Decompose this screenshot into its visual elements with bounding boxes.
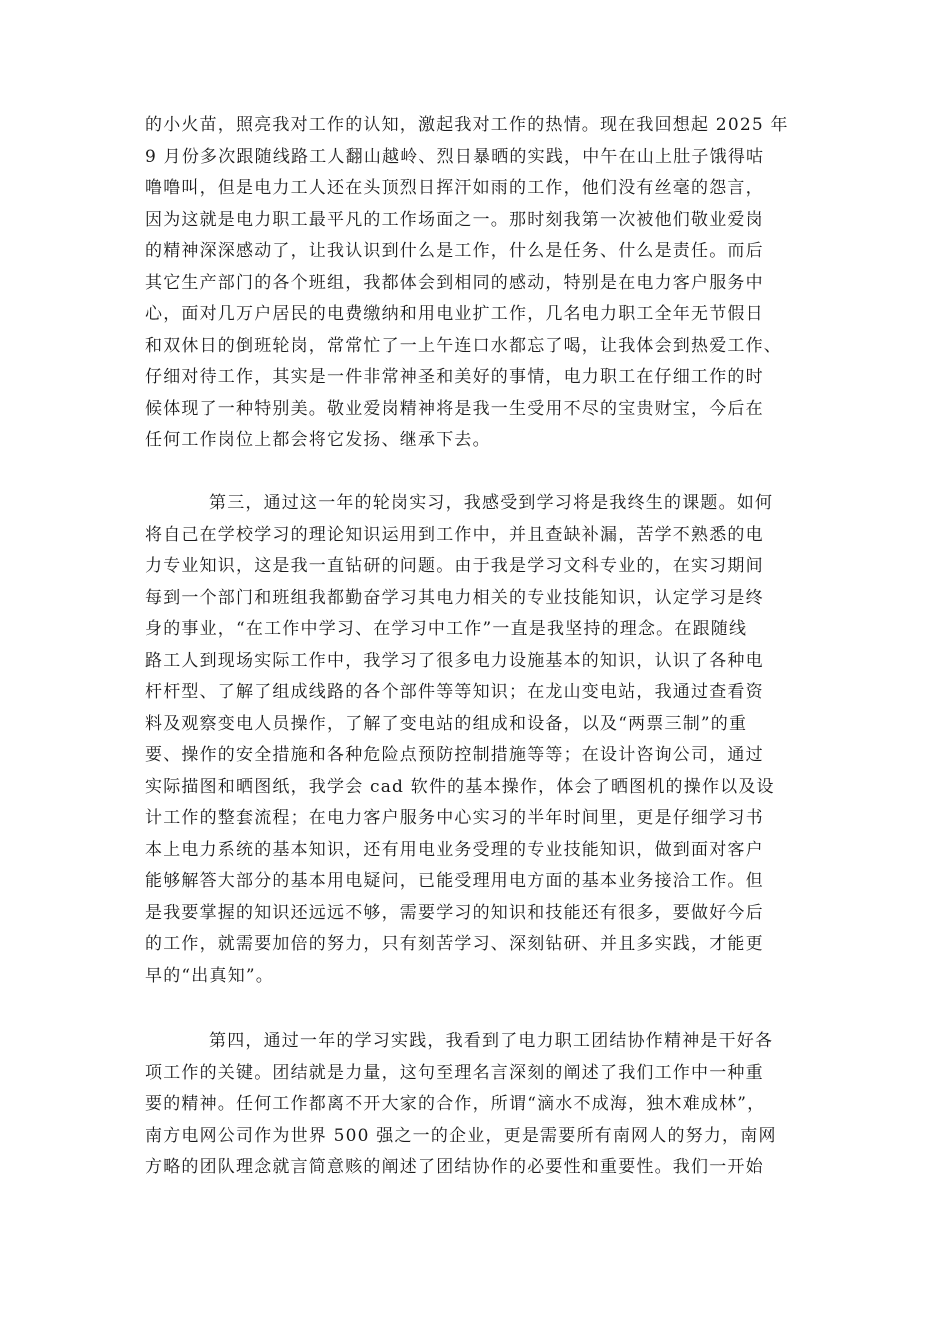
text-line: 每到一个部门和班组我都勤奋学习其电力相关的专业技能知识，认定学习是终 — [145, 587, 764, 608]
text-line: 是我要掌握的知识还远远不够，需要学习的知识和技能还有很多，要做好今后 — [145, 902, 764, 923]
text-line: 第三，通过这一年的轮岗实习，我感受到学习将是我终生的课题。如何 — [209, 493, 774, 513]
text-line: 的精神深深感动了，让我认识到什么是工作，什么是任务、什么是责任。而后 — [145, 241, 764, 261]
text-line: 任何工作岗位上都会将它发扬、继承下去。 — [145, 430, 491, 450]
text-line: 身的事业，“在工作中学习、在学习中工作”一直是我坚持的理念。在跟随线 — [145, 619, 748, 639]
text-line: 实际描图和晒图纸，我学会 cad 软件的基本操作，体会了晒图机的操作以及设 — [145, 776, 775, 797]
text-line: 和双休日的倒班轮岗，常常忙了一上午连口水都忘了喝，让我体会到热爱工作、 — [145, 335, 782, 356]
text-line: 项工作的关键。团结就是力量，这句至理名言深刻的阐述了我们工作中一种重 — [145, 1062, 764, 1083]
text-line: 因为这就是电力职工最平凡的工作场面之一。那时刻我第一次被他们敬业爱岗 — [145, 209, 764, 230]
text-line: 力专业知识，这是我一直钻研的问题。由于我是学习文科专业的，在实习期间 — [145, 556, 764, 576]
text-line: 仔细对待工作，其实是一件非常神圣和美好的事情，电力职工在仔细工作的时 — [145, 367, 764, 387]
text-line: 南方电网公司作为世界 500 强之一的企业，更是需要所有南网人的努力，南网 — [145, 1125, 777, 1146]
text-line: 候体现了一种特别美。敬业爱岗精神将是我一生受用不尽的宝贵财宝，今后在 — [145, 398, 764, 419]
text-line: 路工人到现场实际工作中，我学习了很多电力设施基本的知识，认识了各种电 — [145, 650, 764, 671]
text-line: 本上电力系统的基本知识，还有用电业务受理的专业技能知识，做到面对客户 — [145, 839, 764, 860]
text-line: 的工作，就需要加倍的努力，只有刻苦学习、深刻钻研、并且多实践，才能更 — [145, 934, 764, 954]
text-line: 噜噜叫，但是电力工人还在头顶烈日挥汗如雨的工作，他们没有丝毫的怨言， — [145, 178, 764, 198]
text-line: 要、操作的安全措施和各种危险点预防控制措施等等；在设计咨询公司，通过 — [145, 745, 764, 765]
text-line: 的小火苗，照亮我对工作的认知，激起我对工作的热情。现在我回想起 2025 年 — [145, 115, 789, 135]
text-line: 料及观察变电人员操作，了解了变电站的组成和设备，以及“两票三制”的重 — [145, 713, 748, 734]
text-line: 早的“出真知”。 — [145, 965, 274, 986]
text-line: 其它生产部门的各个班组，我都体会到相同的感动，特别是在电力客户服务中 — [145, 272, 764, 293]
text-line: 计工作的整套流程；在电力客户服务中心实习的半年时间里，更是仔细学习书 — [145, 808, 764, 828]
text-line: 要的精神。任何工作都离不开大家的合作，所谓“滴水不成海，独木难成林”， — [145, 1094, 766, 1114]
text-line: 9 月份多次跟随线路工人翻山越岭、烈日暴晒的实践，中午在山上肚子饿得咕 — [145, 146, 765, 167]
text-line: 能够解答大部分的基本用电疑问，已能受理用电方面的基本业务接洽工作。但 — [145, 871, 764, 891]
text-line: 心，面对几万户居民的电费缴纳和用电业扩工作，几名电力职工全年无节假日 — [145, 304, 764, 324]
text-line: 将自己在学校学习的理论知识运用到工作中，并且查缺补漏，苦学不熟悉的电 — [145, 524, 764, 545]
text-line: 第四，通过一年的学习实践，我看到了电力职工团结协作精神是干好各 — [209, 1031, 774, 1051]
text-line: 杆杆型、了解了组成线路的各个部件等等知识；在龙山变电站，我通过查看资 — [145, 682, 764, 702]
text-line: 方略的团队理念就言简意赅的阐述了团结协作的必要性和重要性。我们一开始 — [145, 1157, 764, 1177]
